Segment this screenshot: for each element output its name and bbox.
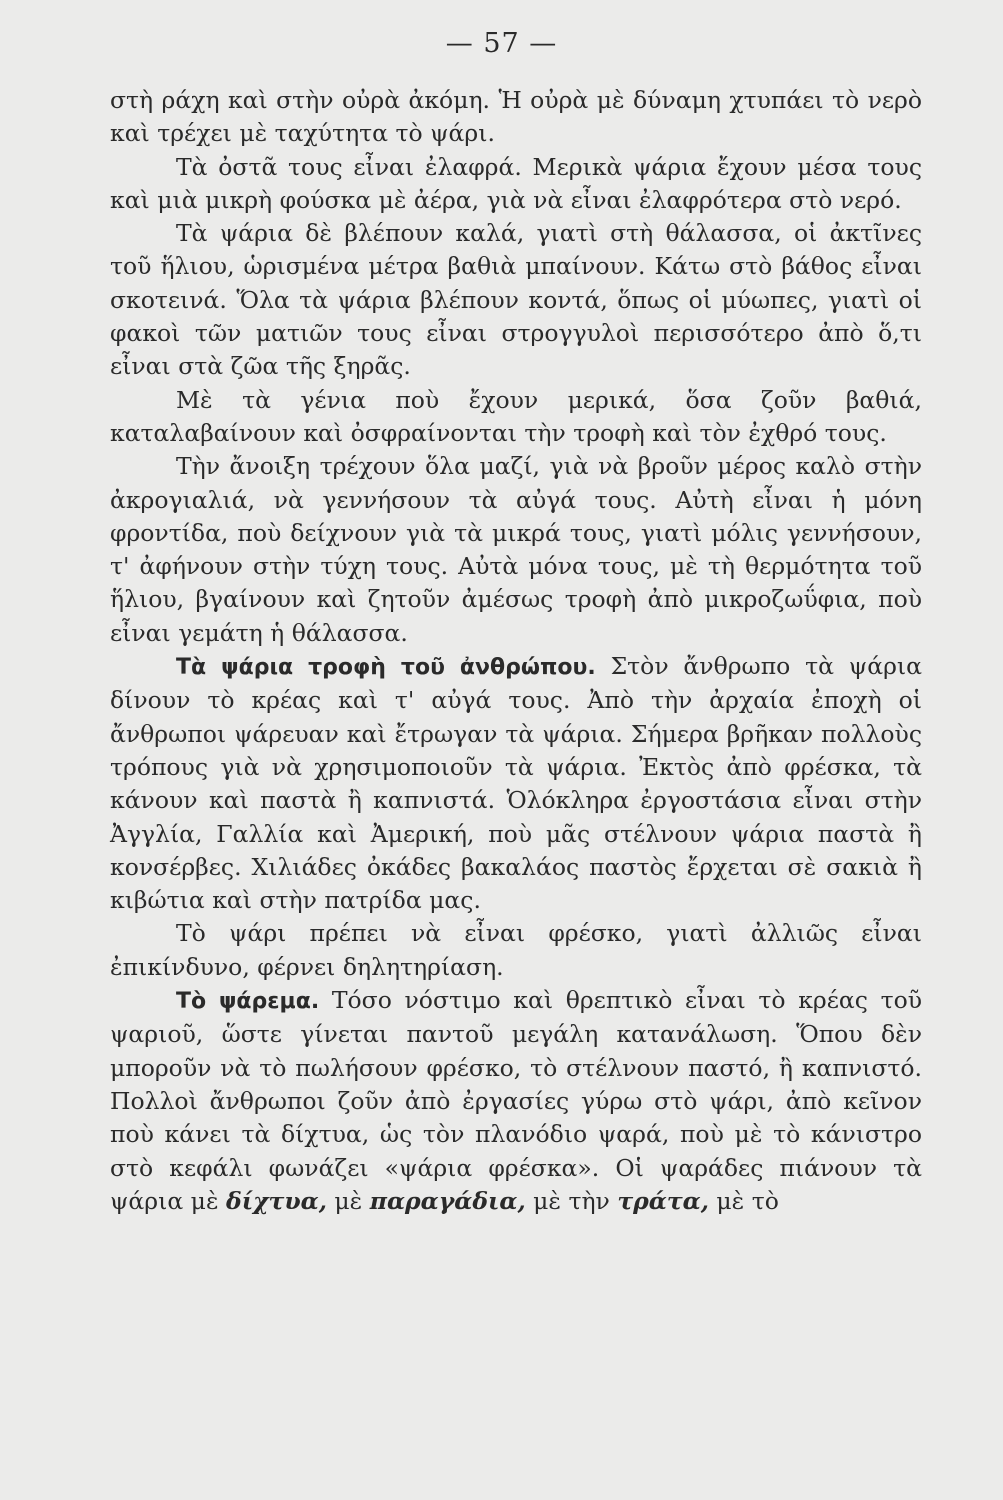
paragraph-8-text-b: μὲ bbox=[326, 1186, 370, 1215]
page-number: — 57 — bbox=[445, 28, 558, 59]
paragraph-8-text-d: μὲ τὸ bbox=[708, 1186, 779, 1215]
paragraph-2: Τὰ ὀστᾶ τους εἶναι ἐλαφρά. Μερικὰ ψάρια ἔχουν μέσα τους καὶ μιὰ μικρὴ φούσκα μὲ ἀέρα, γιὰ νὰ εἶναι ἐλαφρότερα στὸ νερό. bbox=[110, 152, 922, 214]
paragraph-6 bbox=[110, 650, 922, 917]
paragraph-4: Μὲ τὰ γένια ποὺ ἔχουν μερικά, ὅσα ζοῦν βαθιά, καταλαβαίνουν καὶ ὀσφραίνονται τὴν τροφὴ καὶ τὸν ἐχθρό τους. bbox=[110, 385, 922, 447]
section-heading-fish-food: Τὰ ψάρια τροφὴ τοῦ ἀνθρώπου. bbox=[176, 655, 596, 681]
paragraph-1: στὴ ράχη καὶ στὴν οὐρὰ ἀκόμη. Ἡ οὐρὰ μὲ δύναμη χτυπάει τὸ νερὸ καὶ τρέχει μὲ ταχύτητα τὸ ψάρι. bbox=[110, 86, 922, 148]
paragraph-7: Τὸ ψάρι πρέπει νὰ εἶναι φρέσκο, γιατὶ ἀλλιῶς εἶναι ἐπικίνδυνο, φέρνει δηλητηρίαση. bbox=[110, 919, 922, 981]
term-trawl: τράτα, bbox=[617, 1186, 709, 1215]
body-text bbox=[110, 84, 922, 1218]
term-longlines: παραγάδια, bbox=[369, 1186, 526, 1215]
paragraph-3: Τὰ ψάρια δὲ βλέπουν καλά, γιατὶ στὴ θάλασσα, οἱ ἀκτῖνες τοῦ ἥλιου, ὡρισμένα μέτρα βαθιὰ μπαίνουν. Κάτω στὸ βάθος εἶναι σκοτεινά. Ὅλα τὰ ψάρια βλέπουν κοντά, ὅπως οἱ μύωπες, γιατὶ οἱ φακοὶ τῶν ματιῶν τους εἶναι στρογγυλοὶ περισσότερο ἀπὸ ὅ,τι εἶναι στὰ ζῶα τῆς ξηρᾶς. bbox=[110, 219, 922, 381]
section-heading-fishing: Τὸ ψάρεμα. bbox=[176, 989, 320, 1015]
term-nets: δίχτυα, bbox=[226, 1186, 327, 1215]
paragraph-6-text: Στὸν ἄνθρωπο τὰ ψάρια δίνουν τὸ κρέας καὶ τ' αὐγά τους. Ἀπὸ τὴν ἀρχαία ἐποχὴ οἱ ἄνθρωποι ψάρευαν καὶ ἔτρωγαν τὰ ψάρια. Σήμερα βρῆκαν πολλοὺς τρόπους γιὰ νὰ χρησιμοποιοῦν τὰ ψάρια. Ἐκτὸς ἀπὸ φρέσκα, τὰ κάνουν καὶ παστὰ ἢ καπνιστά. Ὁλόκληρα ἐργοστάσια εἶναι στὴν Ἀγγλία, Γαλλία καὶ Ἀμερική, ποὺ μᾶς στέλνουν ψάρια παστὰ ἢ κονσέρβες. Χιλιάδες ὀκάδες βακαλάος παστὸς ἔρχεται σὲ σακιὰ ἢ κιβώτια καὶ στὴν πατρίδα μας. bbox=[110, 652, 922, 915]
paragraph-5: Τὴν ἄνοιξη τρέχουν ὅλα μαζί, γιὰ νὰ βροῦν μέρος καλὸ στὴν ἀκρογιαλιά, νὰ γεννήσουν τὰ αὐγά τους. Αὐτὴ εἶναι ἡ μόνη φροντίδα, ποὺ δείχνουν γιὰ τὰ μικρά τους, γιατὶ μόλις γεννήσουν, τ' ἀφήνουν στὴν τύχη τους. Αὐτὰ μόνα τους, μὲ τὴ θερμότητα τοῦ ἥλιου, βγαίνουν καὶ ζητοῦν ἀμέσως τροφὴ ἀπὸ μικροζωΰφια, ποὺ εἶναι γεμάτη ἡ θάλασσα. bbox=[110, 452, 922, 647]
paragraph-8-text-a: Τόσο νόστιμο καὶ θρεπτικὸ εἶναι τὸ κρέας τοῦ ψαριοῦ, ὥστε γίνεται παντοῦ μεγάλη κατανάλωση. Ὅπου δὲν μποροῦν νὰ τὸ πωλήσουν φρέσκο, τὸ στέλνουν παστό, ἢ καπνιστό. Πολλοὶ ἄνθρωποι ζοῦν ἀπὸ ἐργασίες γύρω στὸ ψάρι, ἀπὸ κεῖνον ποὺ κάνει τὰ δίχτυα, ὡς τὸν πλανόδιο ψαρά, ποὺ μὲ τὸ κάνιστρο στὸ κεφάλι φωνάζει «ψάρια φρέσκα». Οἱ ψαράδες πιάνουν τὰ ψάρια μὲ bbox=[110, 986, 922, 1215]
paragraph-8-text-c: μὲ τὴν bbox=[525, 1186, 618, 1215]
paragraph-8 bbox=[110, 984, 922, 1218]
